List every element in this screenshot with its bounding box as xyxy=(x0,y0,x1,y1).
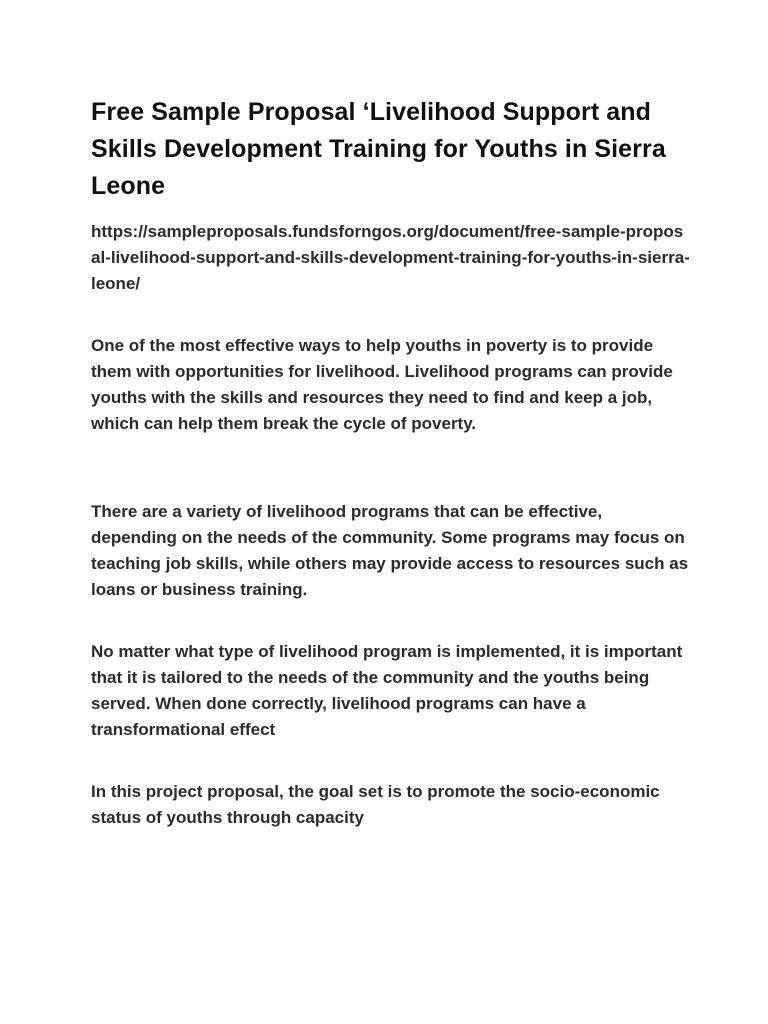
paragraph-1: One of the most effective ways to help youths in poverty is to provide them with opportunities for livelihood. Livelihood programs can provide youths with the skills and resources they need to find and keep a job, which can help them break the cycle of poverty. xyxy=(91,336,673,433)
document-page xyxy=(91,94,691,831)
document-title: Free Sample Proposal ‘Livelihood Support and Skills Development Training for Youths in Sierra Leone xyxy=(91,98,666,200)
paragraph-4: In this project proposal, the goal set is to promote the socio-economic status of youths through capacity xyxy=(91,782,660,827)
paragraph-2: There are a variety of livelihood programs that can be effective, depending on the needs of the community. Some programs may focus on teaching job skills, while others may provide access to resources such as loans or business training. xyxy=(91,502,689,599)
paragraph-3: No matter what type of livelihood program is implemented, it is important that it is tailored to the needs of the community and the youths being served. When done correctly, livelihood programs can have a transformational effect xyxy=(91,642,683,739)
source-url: https://sampleproposals.fundsforngos.org/document/free-sample-proposal-livelihood-support-and-skills-development-training-for-youths-in-sierra-leone/ xyxy=(91,222,690,293)
